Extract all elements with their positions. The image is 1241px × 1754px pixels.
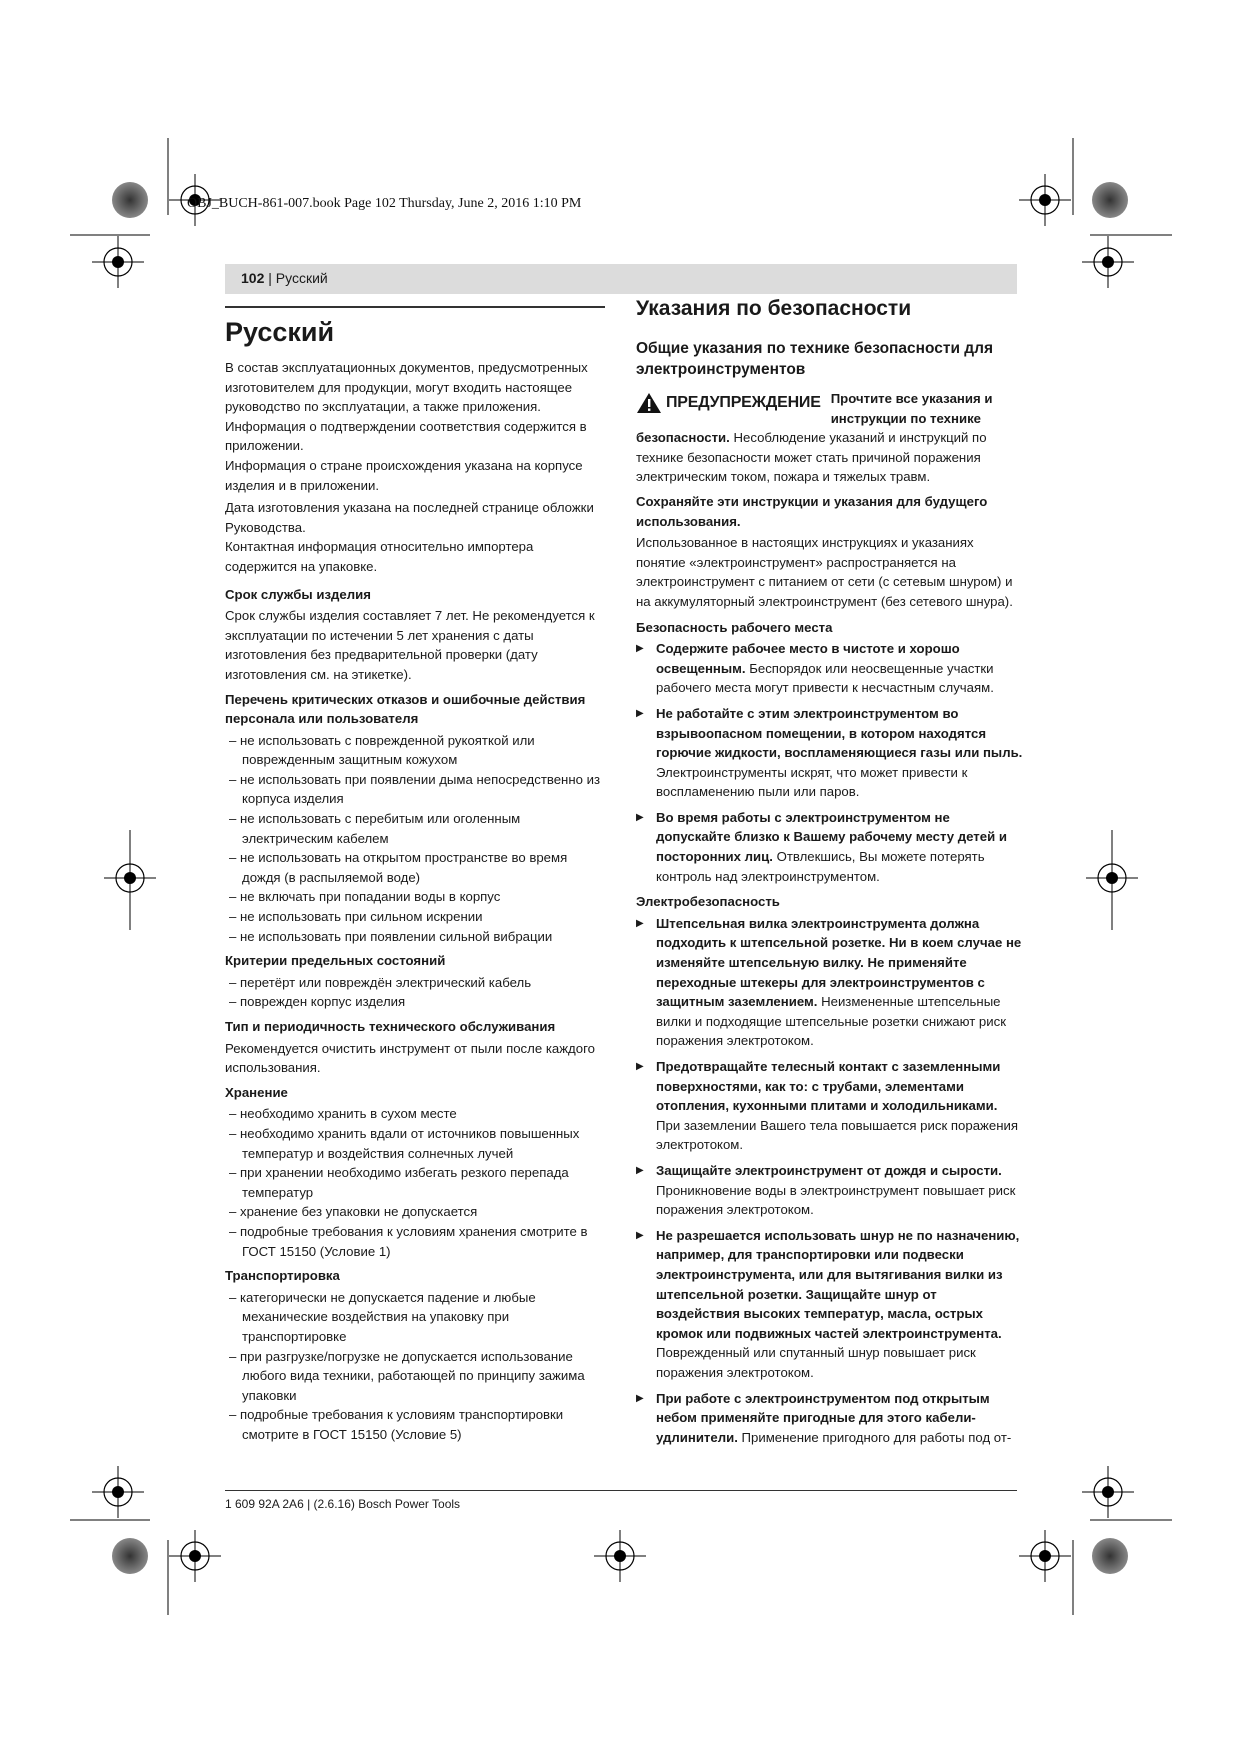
triangle-bullet-icon: ▶ [636, 1392, 644, 1404]
warning-triangle-icon [636, 392, 662, 414]
color-wheel-icon [112, 1538, 148, 1574]
page-title: Русский [225, 317, 335, 347]
page-number: 102 [241, 270, 265, 286]
section-text: Рекомендуется очистить инструмент от пыли после каждого использования. [225, 1040, 595, 1076]
list-item: ▶ Во время работы с электроинструментом не допускайте близко к Вашему рабочему месту детей и посторонних лиц. Отвлекшись, Вы можете потерять контроль над электроинструментом. [636, 809, 1007, 884]
list-item: – не использовать на открытом пространстве во время дождя (в распыляемой воде) [225, 848, 607, 887]
list-item: ▶ Предотвращайте телесный контакт с заземленными поверхностями, как то: с трубами, элементами отопления, кухонными плитами и холодильниками. При заземлении Вашего тела повышается риск поражения электротоком. [636, 1059, 1019, 1153]
color-wheel-icon [1092, 182, 1128, 218]
list-item: – перетёрт или повреждён электрический кабель [225, 973, 607, 993]
section-heading: Электробезопасность [636, 894, 780, 910]
triangle-bullet-icon: ▶ [636, 707, 644, 719]
list-item: – необходимо хранить в сухом месте [225, 1104, 607, 1124]
list-item: – необходимо хранить вдали от источников повышенных температур и воздействия солнечных лучей [225, 1124, 607, 1163]
right-column [636, 296, 1024, 1453]
header-language: Русский [275, 270, 328, 286]
left-column [225, 306, 607, 1446]
triangle-bullet-icon: ▶ [636, 1061, 644, 1072]
warning-badge [636, 391, 821, 415]
list-item: – не использовать с перебитым или оголенным электрическим кабелем [225, 809, 607, 848]
color-wheel-icon [1092, 1538, 1128, 1574]
list-item: – категорически не допускается падение и любые механические воздействия на упаковку при транспортировке [225, 1288, 607, 1347]
intro-paragraph: Дата изготовления указана на последней странице обложки Руководства. [225, 500, 594, 535]
list-item: – поврежден корпус изделия [225, 992, 607, 1012]
safety-subtitle: Общие указания по технике безопасности для электроинструментов [636, 340, 994, 378]
section-heading: Транспортировка [225, 1268, 340, 1284]
section-heading: Срок службы изделия [225, 586, 371, 602]
list-item: ▶ Штепсельная вилка электроинструмента должна подходить к штепсельной розетке. Ни в коем случае не изменяйте штепсельную вилку. Не применяйте переходные штекеры для электроинструментов с защитным заземлением. Неизмененные штепсельные вилки и подходящие штепсельные розетки снижают риск поражения электротоком. [636, 915, 1022, 1049]
warning-block [636, 389, 1024, 487]
electrical-list [636, 914, 1024, 1447]
list-item: ▶ Защищайте электроинструмент от дождя и сырости. Проникновение воды в электроинструмент повышает риск поражения электротоком. [636, 1162, 1016, 1218]
section-heading: Перечень критических отказов и ошибочные действия персонала или пользователя [225, 691, 586, 727]
intro-paragraph: Контактная информация относительно импортера содержится на упаковке. [225, 539, 534, 574]
list-item: ▶ При работе с электроинструментом под открытым небом применяйте пригодные для этого кабели-удлинители. Применение пригодного для работы под от- [636, 1390, 1012, 1445]
list-item: – не использовать с поврежденной рукояткой или поврежденным защитным кожухом [225, 731, 607, 770]
print-header: OBJ_BUCH-861-007.book Page 102 Thursday, June 2, 2016 1:10 PM [187, 196, 582, 211]
storage-list [225, 1104, 607, 1261]
list-item: – при разгрузке/погрузке не допускается использование любого вида техники, работающей по принципу зажима упаковки [225, 1347, 607, 1406]
section-text: Срок службы изделия составляет 7 лет. Не рекомендуется к эксплуатации по истечении 5 лет хранения с даты изготовления без предварительной проверки (дату изготовления см. на этикетке). [225, 608, 595, 682]
intro-paragraph: В состав эксплуатационных документов, предусмотренных изготовителем для продукции, могут входить настоящее руководство по эксплуатации, а также приложения. [225, 360, 588, 415]
color-wheel-icon [112, 182, 148, 218]
failures-list [225, 731, 607, 947]
list-item: ▶ Не разрешается использовать шнур не по назначению, например, для транспортировки или подвески электроинструмента, или для вытягивания вилки из штепсельной розетки. Защищайте шнур от воздействия высоких температур, масла, острых кромок или подвижных частей электроинструмента. Поврежденный или спутанный шнур повышает риск поражения электротоком. [636, 1227, 1020, 1380]
triangle-bullet-icon: ▶ [636, 1164, 644, 1176]
term-paragraph: Использованное в настоящих инструкциях и указаниях понятие «электроинструмент» распространяется на электроинструмент с питанием от сети (с сетевым шнуром) и на аккумуляторный электроинструмент (без сетевого шнура). [636, 535, 1013, 609]
warning-bold-text: Прочтите все указания и инструкции по технике безопасности. [636, 391, 993, 446]
intro-paragraph: Информация о стране происхождения указана на корпусе изделия и в приложении. [225, 457, 583, 493]
triangle-bullet-icon: ▶ [636, 811, 644, 823]
list-item: – не использовать при сильном искрении [225, 907, 607, 927]
section-heading: Хранение [225, 1084, 288, 1100]
footer-rule [225, 1490, 1017, 1491]
section-heading: Тип и периодичность технического обслуживания [225, 1019, 556, 1034]
triangle-bullet-icon: ▶ [636, 917, 644, 929]
section-heading: Критерии предельных состояний [225, 953, 446, 969]
keep-instructions: Сохраняйте эти инструкции и указания для будущего использования. [636, 493, 988, 529]
warning-label: ПРЕДУПРЕЖДЕНИЕ [666, 394, 821, 412]
section-heading: Безопасность рабочего места [636, 619, 833, 635]
list-item: ▶ Не работайте с этим электроинструментом во взрывоопасном помещении, в котором находятся горючие жидкости, воспламеняющиеся газы или пыль. Электроинструменты искрят, что может привести к воспламенению пыли или паров. [636, 705, 1023, 800]
page-footer: 1 609 92A 2A6 | (2.6.16) Bosch Power Tools [225, 1497, 461, 1511]
transport-list [225, 1288, 607, 1445]
header-separator: | [264, 270, 276, 286]
safety-title: Указания по безопасности [636, 297, 912, 320]
triangle-bullet-icon: ▶ [636, 1229, 644, 1241]
list-item: ▶ Содержите рабочее место в чистоте и хорошо освещенным. Беспорядок или неосвещенные участки рабочего места могут привести к несчастным случаям. [636, 641, 994, 696]
list-item: – не использовать при появлении сильной вибрации [225, 927, 607, 947]
list-item: – не использовать при появлении дыма непосредственно из корпуса изделия [225, 770, 607, 809]
limits-list [225, 973, 607, 1012]
triangle-bullet-icon: ▶ [636, 643, 644, 655]
list-item: – подробные требования к условиям транспортировки смотрите в ГОСТ 15150 (Условие 5) [225, 1405, 607, 1444]
list-item: – не включать при попадании воды в корпус [225, 887, 607, 907]
page-header-bar [225, 264, 1017, 294]
list-item: – хранение без упаковки не допускается [225, 1202, 607, 1222]
workplace-list [636, 639, 1024, 886]
list-item: – при хранении необходимо избегать резкого перепада температур [225, 1163, 607, 1202]
intro-paragraph: Информация о подтверждении соответствия содержится в приложении. [225, 418, 587, 454]
list-item: – подробные требования к условиям хранения смотрите в ГОСТ 15150 (Условие 1) [225, 1222, 607, 1261]
warning-text: Несоблюдение указаний и инструкций по технике безопасности может стать причиной поражения электрическим током, пожара и тяжелых травм. [636, 430, 987, 485]
